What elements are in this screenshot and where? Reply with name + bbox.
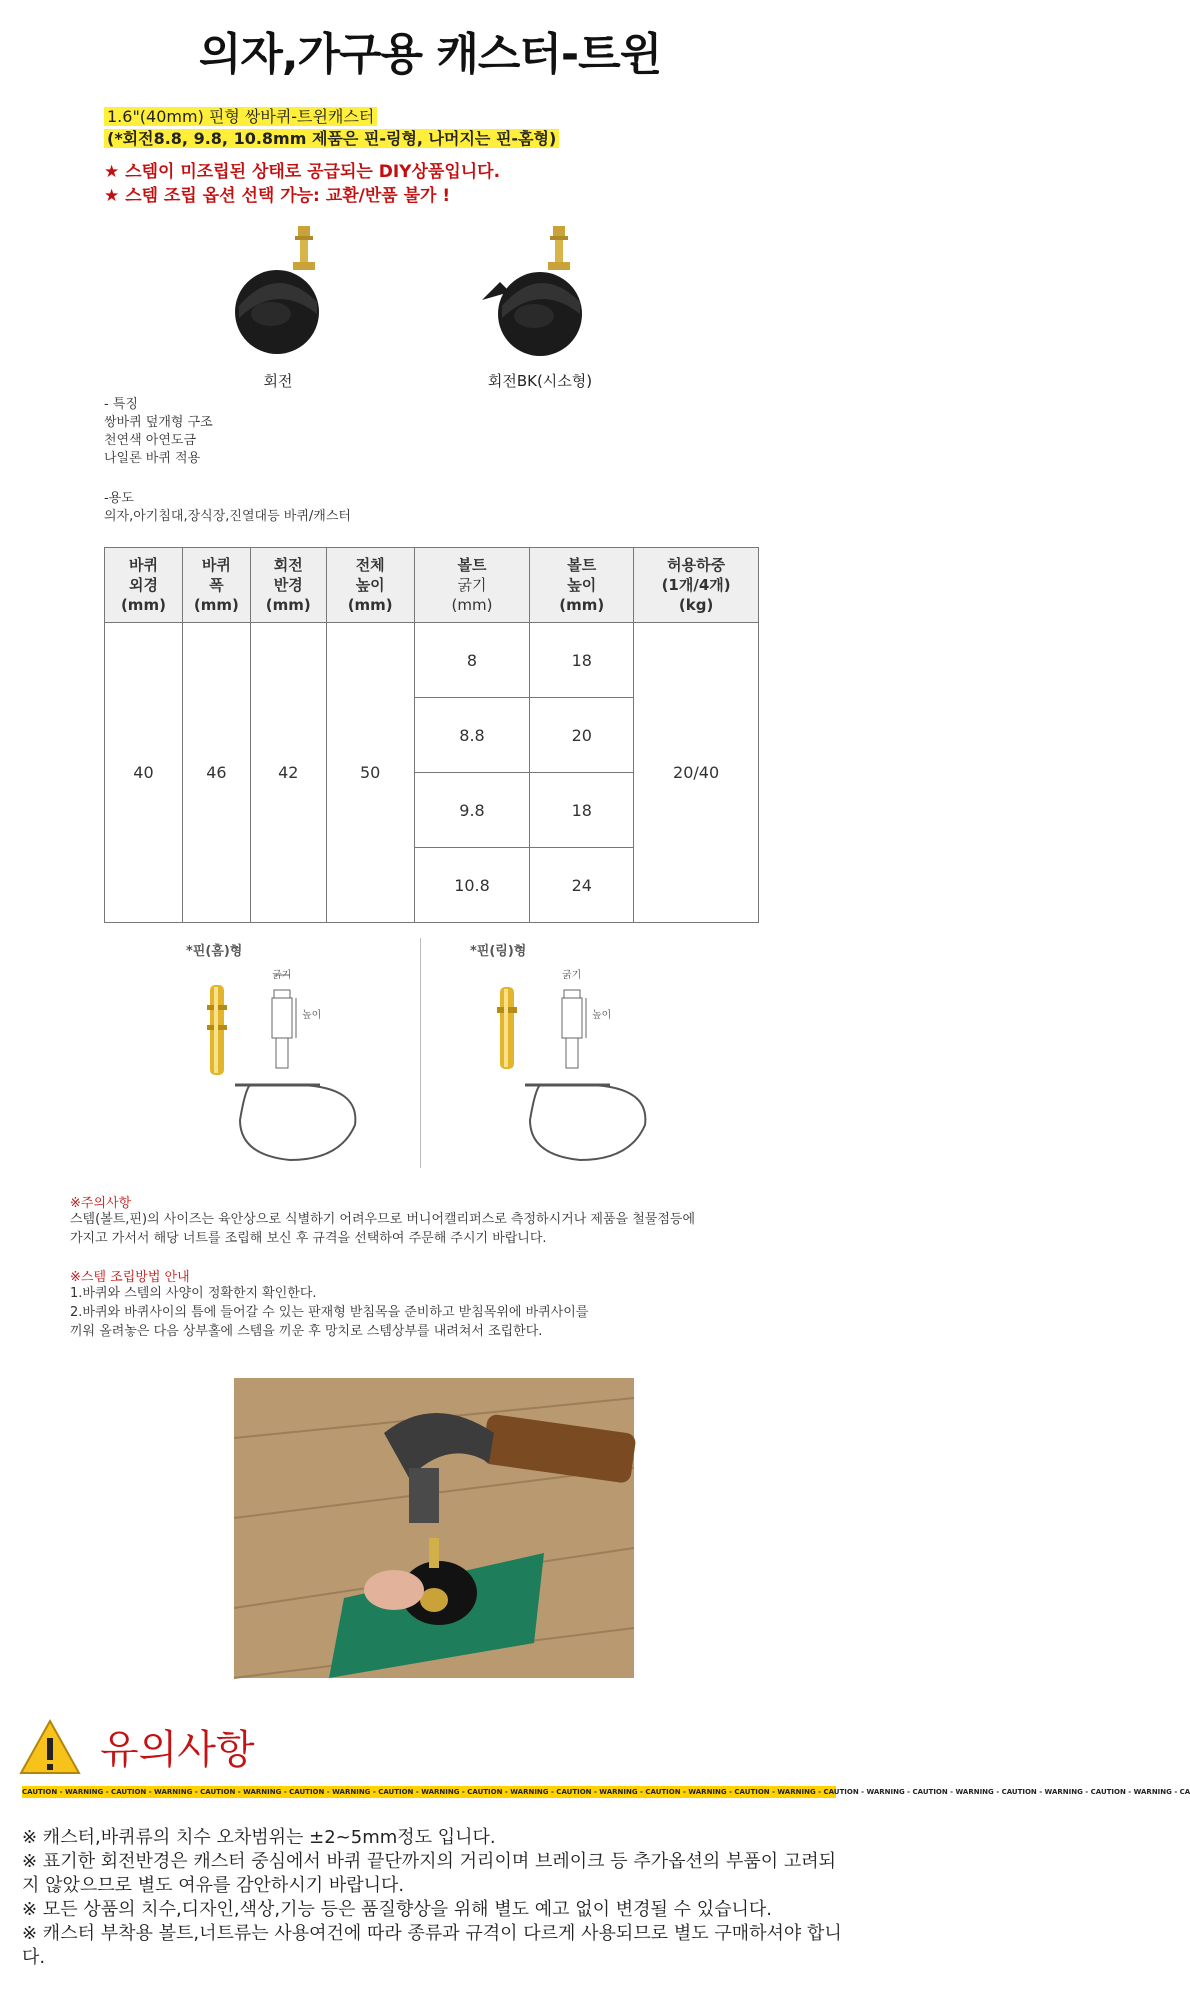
header-radius: 회전 반경 (mm) — [250, 548, 326, 623]
caution-line: 가지고 가서서 해당 너트를 조립해 보신 후 규격을 선택하여 주문해 주시기 바랍니다. — [70, 1231, 547, 1246]
feature-item: 쌍바퀴 덮개형 구조 — [104, 415, 213, 430]
cell-bolt-thickness: 9.8 — [414, 773, 530, 848]
divider — [420, 938, 421, 1168]
caution-line: 스템(볼트,핀)의 사이즈는 육안상으로 식별하기 어려우므로 버니어캘리퍼스로 측정하시거나 제품을 철물점등에 — [70, 1212, 696, 1227]
option-notice: ★ 스템 조립 옵션 선택 가능: 교환/반품 불가 ! — [104, 186, 451, 206]
pin-ring-thick-label: 굵기 — [562, 970, 582, 981]
product-subtitle: 1.6"(40mm) 핀형 쌍바퀴-트윈캐스터 — [104, 104, 377, 127]
assembly-heading: ※스템 조립방법 안내 — [70, 1270, 190, 1285]
caution-heading: ※주의사항 — [70, 1196, 132, 1211]
page-title: 의자,가구용 캐스터-트윈 — [198, 29, 662, 80]
cell-bolt-height: 20 — [530, 698, 634, 773]
warning-icon — [18, 1718, 82, 1776]
pin-ring-title: *핀(링)형 — [470, 944, 527, 959]
pin-groove-height-label: 높이 — [302, 1010, 322, 1021]
warning-item: ※ 캐스터 부착용 볼트,너트류는 사용여건에 따라 종류과 규격이 다르게 사용되므로 별도 구매하셔야 합니다. — [22, 1923, 842, 1968]
header-width: 바퀴 폭 (mm) — [182, 548, 250, 623]
pin-groove-title: *핀(홈)형 — [186, 944, 243, 959]
warning-item: ※ 캐스터,바퀴류의 치수 오차범위는 ±2~5mm정도 입니다. — [22, 1827, 496, 1848]
pin-groove-diagram — [190, 965, 380, 1165]
warning-item: ※ 모든 상품의 치수,디자인,색상,기능 등은 품질향상을 위해 별도 예고 없이 변경될 수 있습니다. — [22, 1899, 772, 1920]
cell-bolt-thickness: 10.8 — [414, 848, 530, 923]
assembly-line: 끼워 올려놓은 다음 상부홀에 스템을 끼운 후 망치로 스템상부를 내려쳐서 조립한다. — [70, 1324, 543, 1339]
cell-load: 20/40 — [634, 623, 759, 923]
twin-caster-seesaw-image — [476, 222, 606, 362]
twin-caster-swivel-image — [225, 222, 335, 362]
header-load: 허용하중 (1개/4개) (kg) — [634, 548, 759, 623]
feature-item: 나일론 바퀴 적용 — [104, 451, 201, 466]
diy-notice: ★ 스템이 미조립된 상태로 공급되는 DIY상품입니다. — [104, 162, 501, 182]
usage-text: 의자,아기침대,장식장,진열대등 바퀴/캐스터 — [104, 509, 351, 524]
cell-bolt-height: 18 — [530, 773, 634, 848]
cell-bolt-thickness: 8.8 — [414, 698, 530, 773]
table-row — [105, 623, 759, 698]
assembly-line: 2.바퀴와 바퀴사이의 틈에 들어갈 수 있는 판재형 받침목을 준비하고 받침목위에 바퀴사이를 — [70, 1305, 589, 1320]
cell-width: 46 — [182, 623, 250, 923]
feature-item: 천연색 아연도금 — [104, 433, 197, 448]
pin-ring-diagram — [485, 965, 675, 1165]
cell-radius: 42 — [250, 623, 326, 923]
header-height: 전체 높이 (mm) — [326, 548, 414, 623]
caution-strip: CAUTION - WARNING - CAUTION - WARNING - CAUTION - WARNING - CAUTION - WARNING - CAUTION - WARNING - CAUTION - WARNING - CAUTION - WARNING - CAUTION - WARNING - CAUTION - WARNING - CAUTION - WARNING - CAUTION - WARNING - CAUTION - WARNING - CAUTION - WARNING - CA — [22, 1788, 1190, 1796]
warning-title: 유의사항 — [100, 1727, 255, 1773]
cell-bolt-height: 24 — [530, 848, 634, 923]
spec-table — [104, 547, 759, 923]
header-bolt-thickness: 볼트 굵기 (mm) — [414, 548, 530, 623]
cell-bolt-thickness: 8 — [414, 623, 530, 698]
cell-height: 50 — [326, 623, 414, 923]
usage-heading: -용도 — [104, 491, 134, 506]
product-label-seesaw: 회전BK(시소형) — [487, 372, 593, 390]
warning-item: ※ 표기한 회전반경은 캐스터 중심에서 바퀴 끝단까지의 거리이며 브레이크 등 추가옵션의 부품이 고려되지 않았으므로 별도 여유를 감안하시기 바랍니다. — [22, 1851, 837, 1896]
pin-groove-thick-label: 굵기 — [272, 970, 292, 981]
product-note: (*회전8.8, 9.8, 10.8mm 제품은 핀-링형, 나머지는 핀-홈형) — [104, 126, 559, 149]
warning-list — [22, 1826, 842, 1970]
assembly-photo — [234, 1378, 634, 1678]
header-outer: 바퀴 외경 (mm) — [105, 548, 183, 623]
product-label-swivel: 회전 — [263, 372, 293, 390]
header-bolt-height: 볼트 높이 (mm) — [530, 548, 634, 623]
features-heading: - 특징 — [104, 397, 138, 412]
assembly-line: 1.바퀴와 스템의 사양이 정확한지 확인한다. — [70, 1286, 317, 1301]
table-header-row — [105, 548, 759, 623]
cell-bolt-height: 18 — [530, 623, 634, 698]
cell-outer: 40 — [105, 623, 183, 923]
pin-ring-height-label: 높이 — [592, 1010, 612, 1021]
